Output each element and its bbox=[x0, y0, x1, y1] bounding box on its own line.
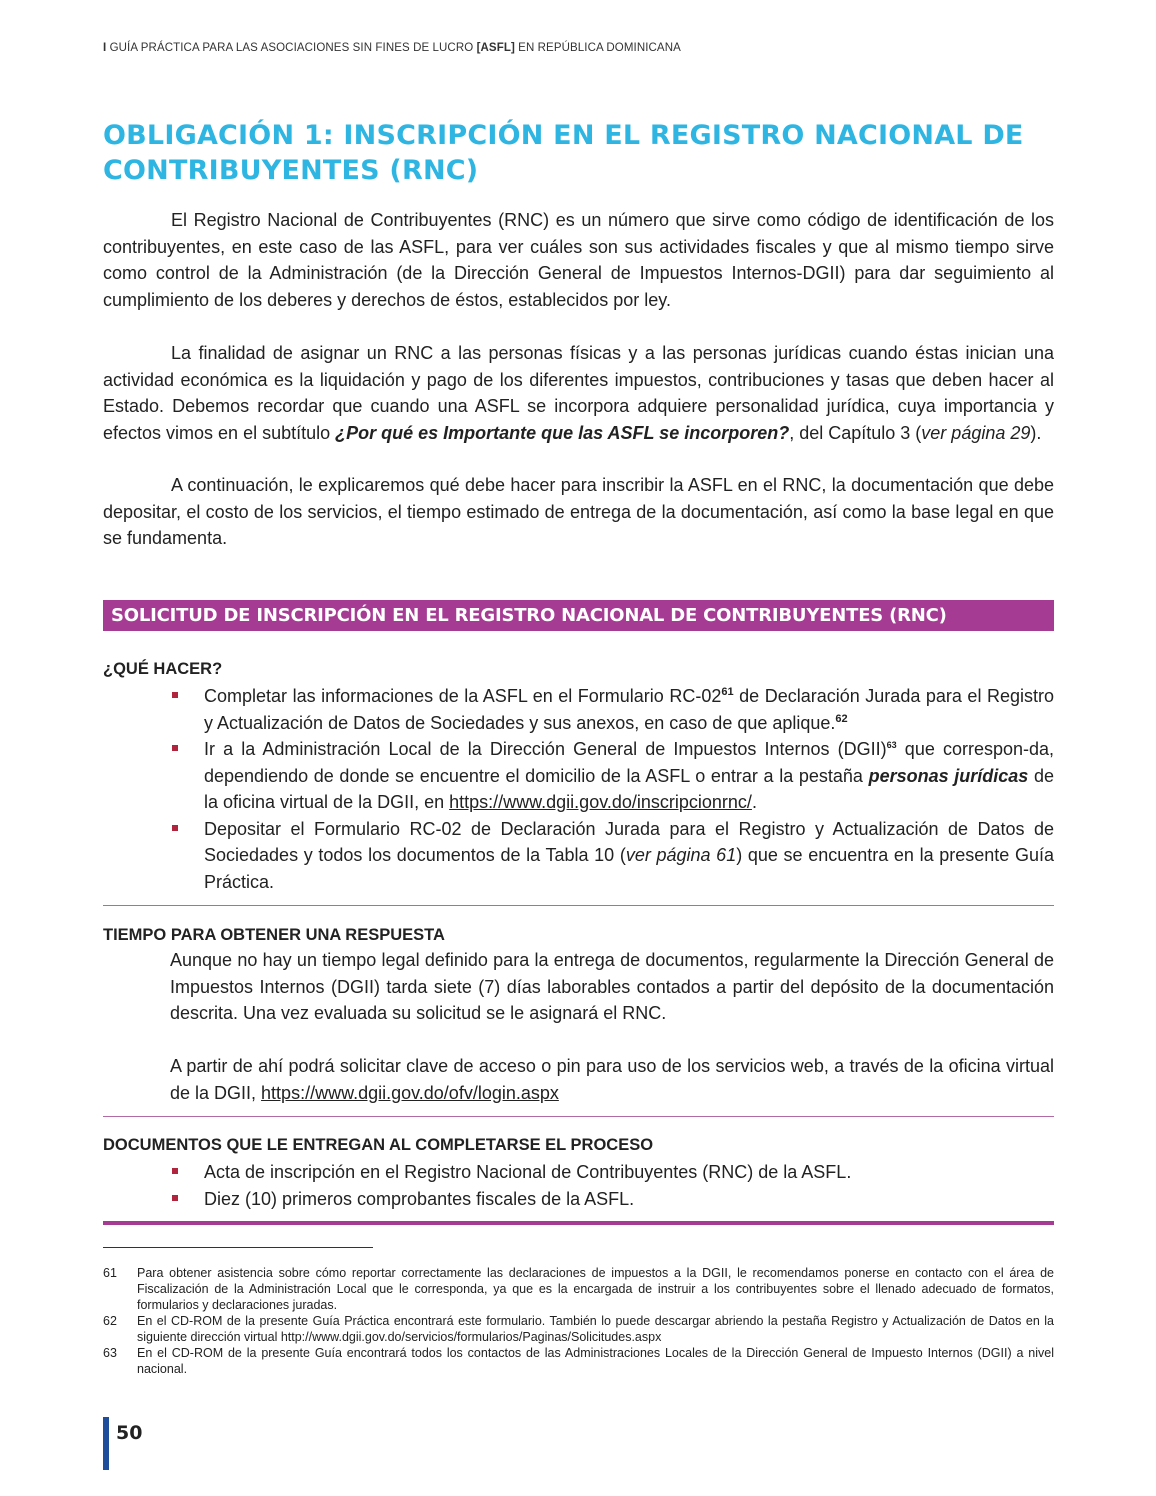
page-number: 50 bbox=[116, 1422, 143, 1444]
link-inscripcion-rnc[interactable]: https://www.dgii.gov.do/inscripcionrnc/ bbox=[449, 792, 752, 812]
footnote-ref-62: 62 bbox=[835, 712, 848, 725]
page-title: OBLIGACIÓN 1: INSCRIPCIÓN EN EL REGISTRO NACIONAL DE CONTRIBUYENTES (RNC) bbox=[103, 120, 1024, 186]
header-text-pre: GUÍA PRÁCTICA PARA LAS ASOCIACIONES SIN FINES DE LUCRO bbox=[109, 42, 477, 54]
tiempo-heading: TIEMPO PARA OBTENER UNA RESPUESTA bbox=[103, 926, 445, 944]
tiempo-paragraph-2-text: A partir de ahí podrá solicitar clave de acceso o pin para uso de los servicios web, a través de la oficina virtual de la DGII, bbox=[170, 1056, 1054, 1103]
list-item bbox=[170, 1159, 1054, 1186]
list-item-text-b: que correspon-da, dependiendo de donde se encuentre el domicilio de la ASFL o entrar a la pestaña bbox=[204, 739, 1055, 786]
paragraph-2 bbox=[103, 340, 1054, 446]
paragraph-2-page-ref: ver página 29 bbox=[921, 422, 1031, 443]
tiempo-paragraph-1: Aunque no hay un tiempo legal definido para la entrega de documentos, regularmente la Dirección General de Impuestos Internos (DGII) tarda siete (7) días laborables contados a partir del depósito de la documentación descrita. Una vez evaluada su solicitud se le asignará el RNC. bbox=[170, 950, 1054, 1023]
header-bar: I bbox=[103, 42, 107, 54]
list-item-text: Acta de inscripción en el Registro Nacional de Contribuyentes (RNC) de la ASFL. bbox=[204, 1162, 852, 1182]
list-item-emphasis: personas jurídicas bbox=[868, 765, 1029, 786]
paragraph-2-emphasis: ¿Por qué es Importante que las ASFL se incorporen? bbox=[335, 422, 790, 443]
paragraph-2-text-e: ). bbox=[1030, 422, 1042, 443]
que-hacer-list bbox=[170, 683, 1054, 895]
list-item-text: Depositar el Formulario RC-02 de Declaración Jurada para el Registro y Actualización de Datos de Sociedades y todos los documentos de la Tabla 10 ( bbox=[204, 818, 1054, 865]
bullet-square-icon bbox=[172, 692, 178, 698]
list-item-text-c: ) que se encuentra en la presente Guía Práctica. bbox=[204, 845, 1054, 892]
list-item bbox=[170, 816, 1054, 896]
divider bbox=[103, 1116, 1054, 1117]
footnote-number: 62 bbox=[103, 1314, 117, 1328]
footnotes bbox=[103, 1265, 1054, 1377]
paragraph-3-text: A continuación, le explicaremos qué debe hacer para inscribir la ASFL en el RNC, la documentación que debe depositar, el costo de los servicios, el tiempo estimado de entrega de la documentación, así como la base legal en que se fundamenta. bbox=[103, 475, 1054, 548]
que-hacer-heading: ¿QUÉ HACER? bbox=[103, 660, 223, 678]
paragraph-2-text: La finalidad de asignar un RNC a las personas físicas y a las personas jurídicas cuando éstas inician una actividad económica es la liquidación y pago de los diferentes impuestos, contribuciones y tasas que deben hacer al Estado. Debemos recordar que cuando una ASFL se incorpora adquiere personalidad jurídica, cuya importancia y efectos vimos en el subtítulo bbox=[103, 343, 1054, 443]
footnote-number: 63 bbox=[103, 1346, 117, 1360]
documentos-list bbox=[170, 1159, 1054, 1212]
footnote bbox=[103, 1345, 1054, 1377]
footnote-number: 61 bbox=[103, 1266, 117, 1280]
bullet-square-icon bbox=[172, 745, 178, 751]
list-item-page-ref: ver página 61 bbox=[625, 845, 737, 865]
list-item-text-d: de la oficina virtual de la DGII, en bbox=[204, 765, 1054, 812]
divider bbox=[103, 905, 1054, 906]
paragraph-2-text-c: , del Capítulo 3 ( bbox=[789, 422, 922, 443]
bullet-square-icon bbox=[172, 1195, 178, 1201]
footnote-text: En el CD-ROM de la presente Guía Práctica encontrará este formulario. También lo puede descargar abriendo la pestaña Registro y Actualización de Datos en la siguiente dirección virtual http://www.dgii.gov.do/servicios/formularios/Paginas/Solicitudes.aspx bbox=[137, 1314, 1054, 1344]
list-item-text-e: . bbox=[751, 792, 757, 812]
header-text-bold: [ASFL] bbox=[476, 42, 515, 54]
section-end-divider bbox=[103, 1221, 1054, 1225]
paragraph-1-text: El Registro Nacional de Contribuyentes (RNC) es un número que sirve como código de identificación de los contribuyentes, en este caso de las ASFL, para ver cuáles son sus actividades fiscales y que al mismo tiempo sirve como control de la Administración (de la Dirección General de Impuestos Internos-DGII) para dar seguimiento al cumplimiento de los deberes y derechos de éstos, establecidos por ley. bbox=[103, 210, 1054, 310]
header-text-post: EN REPÚBLICA DOMINICANA bbox=[514, 42, 681, 54]
list-item-text: Diez (10) primeros comprobantes fiscales de la ASFL. bbox=[204, 1188, 635, 1209]
list-item bbox=[170, 1186, 1054, 1213]
running-header bbox=[103, 42, 681, 54]
section-banner: SOLICITUD DE INSCRIPCIÓN EN EL REGISTRO NACIONAL DE CONTRIBUYENTES (RNC) bbox=[103, 600, 1054, 631]
paragraph-1 bbox=[103, 207, 1054, 313]
list-item-text: Completar las informaciones de la ASFL en el Formulario RC-02 bbox=[204, 686, 722, 706]
tiempo-paragraph-2 bbox=[170, 1053, 1054, 1106]
footnote bbox=[103, 1265, 1054, 1313]
paragraph-3 bbox=[103, 472, 1054, 552]
list-item bbox=[170, 683, 1054, 736]
link-ofv-login[interactable]: https://www.dgii.gov.do/ofv/login.aspx bbox=[261, 1082, 559, 1103]
list-item bbox=[170, 736, 1054, 816]
list-item-text-b: de Declaración Jurada para el Registro y Actualización de Datos de Sociedades y sus anexos, en caso de que aplique. bbox=[204, 686, 1055, 733]
footnote-text: Para obtener asistencia sobre cómo reportar correctamente las declaraciones de impuestos a la DGII, le recomendamos ponerse en contacto con el área de Fiscalización de la Administración Local que le corresponda, ya que es la encargada de instruir a los contribuyentes sobre el llenado adecuado de formatos, formularios y declaraciones juradas. bbox=[137, 1266, 1054, 1312]
footnote bbox=[103, 1313, 1054, 1345]
footnote-ref-61: 61 bbox=[721, 686, 734, 698]
footnote-separator bbox=[103, 1247, 373, 1248]
footnote-text: En el CD-ROM de la presente Guía encontrará todos los contactos de las Administraciones Locales de la Dirección General de Impuesto Internos (DGII) a nivel nacional. bbox=[137, 1346, 1054, 1376]
documentos-heading: DOCUMENTOS QUE LE ENTREGAN AL COMPLETARSE EL PROCESO bbox=[103, 1136, 654, 1154]
bullet-square-icon bbox=[172, 825, 178, 831]
list-item-text: Ir a la Administración Local de la Dirección General de Impuestos Internos (DGII) bbox=[204, 739, 887, 759]
footnote-ref-63: 63 bbox=[886, 740, 897, 750]
page-number-bar bbox=[103, 1417, 109, 1470]
bullet-square-icon bbox=[172, 1168, 178, 1174]
